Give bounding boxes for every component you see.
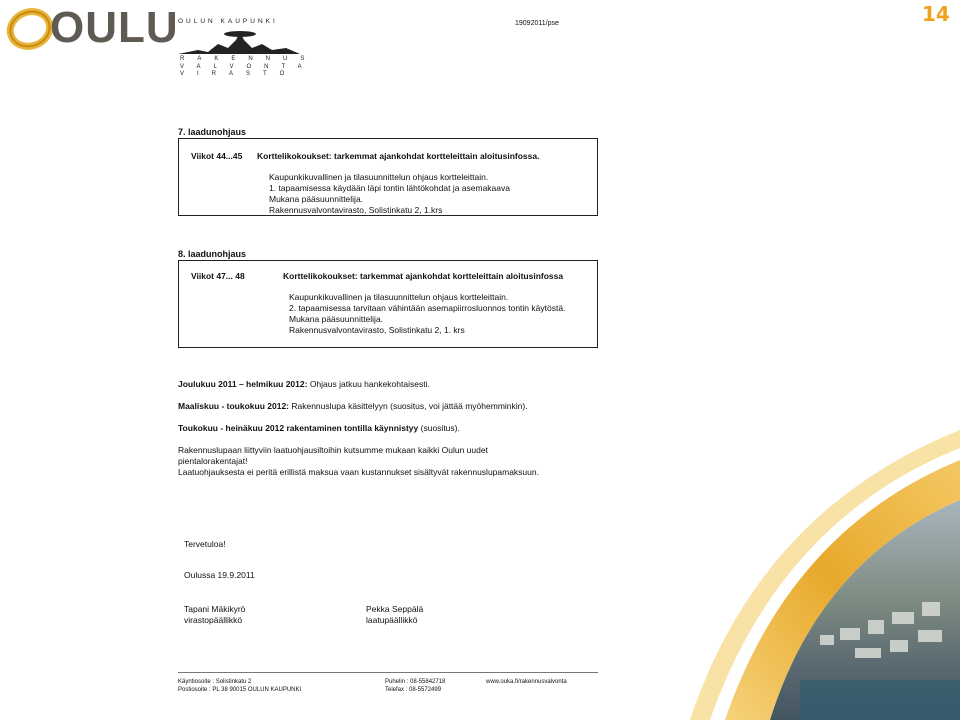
schedule-text: (suositus). xyxy=(418,423,460,433)
schedule-period: Maaliskuu - toukokuu 2012: xyxy=(178,401,289,411)
dept-line: RAKENNUS xyxy=(180,56,318,62)
dept-line: VALVONTA xyxy=(180,63,315,70)
detail-line: Mukana pääsuunnittelija. xyxy=(269,194,364,204)
city-emblem-icon xyxy=(178,30,300,56)
detail-line: Rakennusvalvontavirasto, Solistinkatu 2, 1.krs xyxy=(269,205,443,215)
section-8-details xyxy=(289,292,565,336)
section-7-title: 7. laadunohjaus xyxy=(178,127,247,137)
detail-line: Rakennusvalvontavirasto, Solistinkatu 2, 1. krs xyxy=(289,325,465,335)
schedule-text: Rakennuslupa käsittelyyn (suositus, voi jättää myöhemminkin). xyxy=(289,401,528,411)
section-8-title: 8. laadunohjaus xyxy=(178,249,247,259)
welcome-text: Tervetuloa! xyxy=(184,539,226,549)
signature-1 xyxy=(184,604,245,626)
signature-2 xyxy=(366,604,423,626)
dept-line: VIRASTO xyxy=(180,71,298,77)
detail-line: Kaupunkikuvallinen ja tilasuunnittelun ohjaus kortteleittain. xyxy=(269,172,489,182)
logo-text: OULU xyxy=(50,3,179,52)
signer-name: Tapani Mäkikyrö xyxy=(184,604,246,614)
section-7-box xyxy=(178,138,598,216)
schedule-period: Toukokuu - heinäkuu 2012 rakentaminen tontilla käynnistyy xyxy=(178,423,419,433)
schedule-paragraph-1 xyxy=(178,379,430,390)
schedule-text: Ohjaus jatkuu hankekohtaisesti. xyxy=(307,379,430,389)
detail-line: 2. tapaamisessa tarvitaan vähintään asemapiirrosluonnos tontin käytöstä. xyxy=(289,303,566,313)
signer-title: virastopäällikkö xyxy=(184,615,243,625)
section-8-weeks: Viikot 47... 48 xyxy=(191,271,245,281)
signer-name: Pekka Seppälä xyxy=(366,604,424,614)
section-8-headline: Korttelikokoukset: tarkemmat ajankohdat kortteleittain aloitusinfossa xyxy=(283,271,564,281)
city-department xyxy=(180,56,318,79)
schedule-period: Joulukuu 2011 – helmikuu 2012: xyxy=(178,379,308,389)
city-name: OULUN KAUPUNKI xyxy=(178,18,278,25)
section-8-box xyxy=(178,260,598,348)
invitation-paragraph xyxy=(178,445,539,478)
footer-visit-address: Käyntiosoite : Solistinkatu 2 xyxy=(178,679,252,685)
invitation-line: Laatuohjauksesta ei peritä erillistä maksua vaan kustannukset sisältyvät rakennuslupamaksuun. xyxy=(178,467,539,477)
section-7-weeks: Viikot 44...45 xyxy=(191,151,243,161)
place-date: Oulussa 19.9.2011 xyxy=(184,570,255,580)
footer-post-address: Postiosoite : PL 38 90015 OULUN KAUPUNKI xyxy=(178,687,302,693)
decorative-swoosh xyxy=(630,390,960,720)
schedule-paragraph-3 xyxy=(178,423,460,434)
schedule-paragraph-2 xyxy=(178,401,528,412)
footer-divider xyxy=(178,672,598,673)
footer-fax: Telefax : 08-5572499 xyxy=(385,687,442,693)
footer-address xyxy=(178,678,301,694)
document-reference: 19092011/pse xyxy=(515,20,559,27)
detail-line: 1. tapaamisessa käydään läpi tontin lähtökohdat ja asemakaava xyxy=(269,183,510,193)
detail-line: Kaupunkikuvallinen ja tilasuunnittelun ohjaus kortteleittain. xyxy=(289,292,509,302)
oulu-ring-icon xyxy=(6,4,56,52)
page-number: 14 xyxy=(922,2,950,26)
invitation-line: pientalorakentajat! xyxy=(178,456,248,466)
section-7-headline: Korttelikokoukset: tarkemmat ajankohdat kortteleittain aloitusinfossa. xyxy=(257,151,540,161)
invitation-line: Rakennuslupaan liittyviin laatuohjausiltoihin kutsumme mukaan kaikki Oulun uudet xyxy=(178,445,488,455)
footer-web-link[interactable]: www.ouka.fi/rakennusvalvonta xyxy=(486,679,567,685)
footer-phone: Puhelin : 08-55842718 xyxy=(385,679,446,685)
detail-line: Mukana pääsuunnittelija. xyxy=(289,314,384,324)
footer-contacts xyxy=(385,678,445,694)
section-7-details xyxy=(269,172,510,216)
signer-title: laatupäällikkö xyxy=(366,615,418,625)
